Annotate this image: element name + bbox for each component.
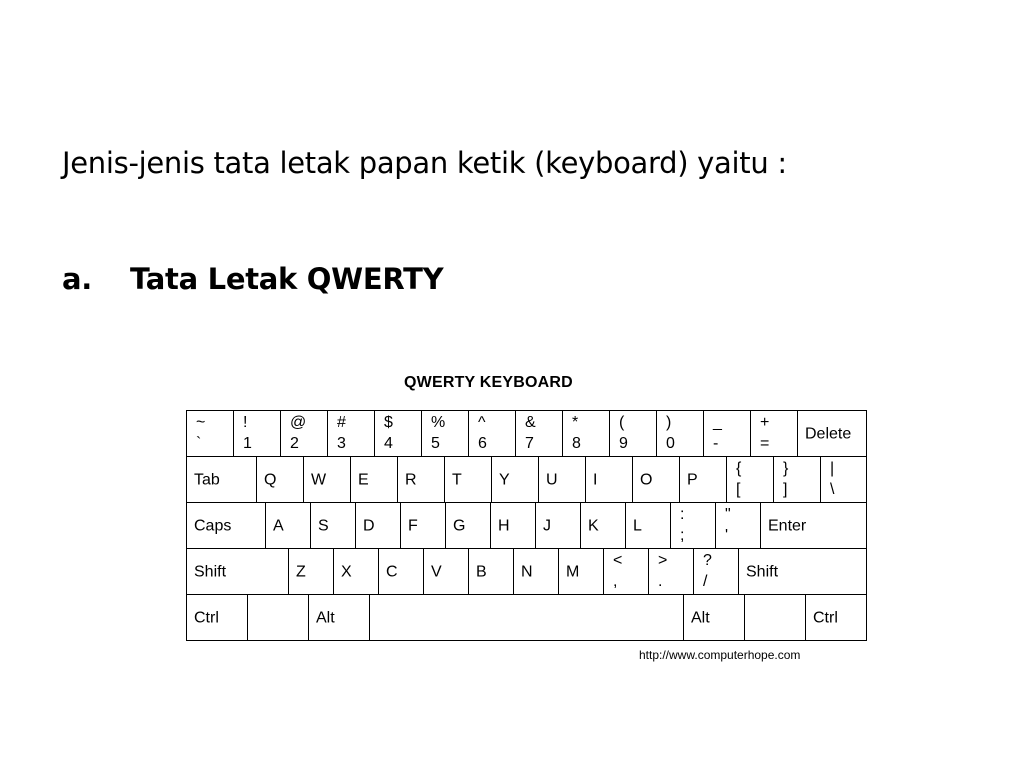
key-lower-symbol: 8 [572, 435, 581, 452]
list-item-qwerty [62, 262, 443, 296]
key-blank [247, 594, 309, 641]
key-e [350, 456, 398, 503]
key-symbol [603, 548, 649, 595]
key-label: H [498, 517, 510, 534]
key-k [580, 502, 626, 549]
key-label: K [588, 517, 599, 534]
key-blank [369, 594, 684, 641]
key-symbol [186, 410, 234, 457]
key-label: W [311, 471, 327, 488]
key-l [625, 502, 671, 549]
key-upper-symbol: ^ [478, 414, 486, 431]
key-upper-symbol: " [725, 506, 731, 523]
key-lower-symbol: - [713, 435, 719, 452]
key-symbol [726, 456, 774, 503]
keyboard-diagram [186, 410, 866, 640]
key-lower-symbol: 1 [243, 435, 252, 452]
key-symbol [715, 502, 761, 549]
key-upper-symbol: < [613, 552, 623, 569]
key-label: T [452, 471, 462, 488]
key-label: Delete [805, 425, 852, 442]
list-marker: a. [62, 262, 92, 296]
key-label: Alt [691, 609, 710, 626]
key-g [445, 502, 491, 549]
key-0 [656, 410, 704, 457]
key-label: M [566, 563, 580, 580]
key-z [288, 548, 334, 595]
key-upper-symbol: # [337, 414, 346, 431]
key-label: Shift [194, 563, 227, 580]
key-upper-symbol: _ [713, 414, 722, 431]
key-7 [515, 410, 563, 457]
key-lower-symbol: 2 [290, 435, 299, 452]
key-m [558, 548, 604, 595]
key-lower-symbol: 3 [337, 435, 346, 452]
key-label: F [408, 517, 418, 534]
key-label: C [386, 563, 398, 580]
key-lower-symbol: 0 [666, 435, 675, 452]
key-upper-symbol: > [658, 552, 668, 569]
key-q [256, 456, 304, 503]
key-s [310, 502, 356, 549]
key-label: P [687, 471, 698, 488]
key-lower-symbol: [ [736, 481, 741, 498]
key-lower-symbol: 6 [478, 435, 487, 452]
key-upper-symbol: | [830, 460, 835, 477]
key-blank [744, 594, 806, 641]
key-upper-symbol: { [736, 460, 742, 477]
key-lower-symbol: 7 [525, 435, 534, 452]
key-upper-symbol: ~ [196, 414, 206, 431]
key-lower-symbol: 4 [384, 435, 393, 452]
key-symbol [703, 410, 751, 457]
key-label: Tab [194, 471, 220, 488]
intro-text: Jenis-jenis tata letak papan ketik (keyboard) yaitu : [62, 146, 787, 180]
key-lower-symbol: = [760, 435, 770, 452]
key-t [444, 456, 492, 503]
key-upper-symbol: } [783, 460, 789, 477]
key-label: Ctrl [194, 609, 219, 626]
key-label: Alt [316, 609, 335, 626]
key-v [423, 548, 469, 595]
image-credit: http://www.computerhope.com [639, 648, 801, 662]
key-label: Z [296, 563, 306, 580]
key-label: A [273, 517, 284, 534]
key-ctrl [186, 594, 248, 641]
key-upper-symbol: ) [666, 414, 672, 431]
key-symbol [773, 456, 821, 503]
key-label: U [546, 471, 558, 488]
key-label: S [318, 517, 329, 534]
key-upper-symbol: + [760, 414, 770, 431]
key-label: Y [499, 471, 510, 488]
key-caps [186, 502, 266, 549]
key-1 [233, 410, 281, 457]
key-label: O [640, 471, 653, 488]
key-5 [421, 410, 469, 457]
key-lower-symbol: 9 [619, 435, 628, 452]
key-symbol [820, 456, 867, 503]
key-u [538, 456, 586, 503]
key-p [679, 456, 727, 503]
key-lower-symbol: . [658, 573, 663, 590]
key-symbol [750, 410, 798, 457]
key-j [535, 502, 581, 549]
key-lower-symbol: ; [680, 527, 685, 544]
key-upper-symbol: & [525, 414, 536, 431]
key-label: L [633, 517, 642, 534]
key-upper-symbol: * [572, 414, 579, 431]
key-lower-symbol: , [613, 573, 618, 590]
key-o [632, 456, 680, 503]
key-symbol [670, 502, 716, 549]
key-3 [327, 410, 375, 457]
key-label: Q [264, 471, 277, 488]
key-lower-symbol: 5 [431, 435, 440, 452]
key-label: V [431, 563, 442, 580]
key-c [378, 548, 424, 595]
key-shift [738, 548, 867, 595]
key-alt [308, 594, 370, 641]
key-lower-symbol: ' [725, 527, 729, 544]
key-b [468, 548, 514, 595]
key-upper-symbol: @ [290, 414, 307, 431]
key-ctrl [805, 594, 867, 641]
key-lower-symbol: ` [196, 435, 202, 452]
key-label: Caps [194, 517, 232, 534]
key-4 [374, 410, 422, 457]
keyboard-title: QWERTY KEYBOARD [404, 374, 573, 391]
key-i [585, 456, 633, 503]
key-8 [562, 410, 610, 457]
key-a [265, 502, 311, 549]
key-label: E [358, 471, 369, 488]
key-r [397, 456, 445, 503]
key-label: D [363, 517, 375, 534]
key-label: G [453, 517, 466, 534]
key-h [490, 502, 536, 549]
key-lower-symbol: ] [783, 481, 788, 498]
key-n [513, 548, 559, 595]
key-symbol [648, 548, 694, 595]
key-label: B [476, 563, 487, 580]
key-alt [683, 594, 745, 641]
key-upper-symbol: ( [619, 414, 625, 431]
key-symbol [693, 548, 739, 595]
key-label: I [593, 471, 598, 488]
key-6 [468, 410, 516, 457]
key-f [400, 502, 446, 549]
key-label: X [341, 563, 352, 580]
key-upper-symbol: : [680, 506, 685, 523]
key-lower-symbol: / [703, 573, 708, 590]
key-upper-symbol: ? [703, 552, 712, 569]
key-delete [797, 410, 867, 457]
key-w [303, 456, 351, 503]
key-label: Shift [746, 563, 779, 580]
key-label: Enter [768, 517, 807, 534]
key-label: R [405, 471, 417, 488]
key-upper-symbol: ! [243, 414, 248, 431]
key-lower-symbol: \ [830, 481, 835, 498]
key-label: N [521, 563, 533, 580]
key-2 [280, 410, 328, 457]
key-enter [760, 502, 867, 549]
key-d [355, 502, 401, 549]
key-9 [609, 410, 657, 457]
list-item-title: Tata Letak QWERTY [130, 262, 444, 296]
key-label: J [543, 517, 551, 534]
key-upper-symbol: $ [384, 414, 393, 431]
key-y [491, 456, 539, 503]
key-shift [186, 548, 289, 595]
key-x [333, 548, 379, 595]
key-upper-symbol: % [431, 414, 446, 431]
key-label: Ctrl [813, 609, 838, 626]
key-tab [186, 456, 257, 503]
